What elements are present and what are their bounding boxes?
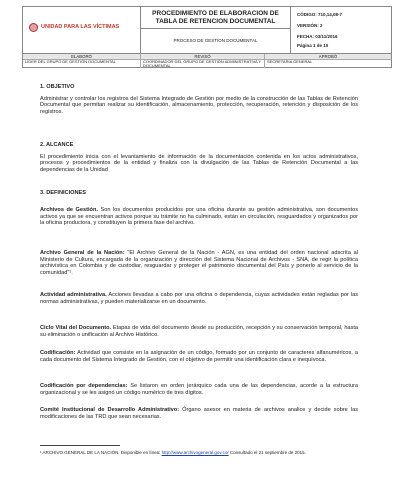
definition-item — [40, 207, 358, 227]
footnote-link[interactable]: http://www.archivogeneral.gov.co/ — [161, 450, 229, 455]
definition-item — [40, 407, 358, 420]
definition-item — [40, 292, 358, 305]
definition-term: Ciclo Vital del Documento. — [40, 325, 112, 331]
document-header — [22, 6, 392, 54]
definition-term: Actividad administrativa. — [40, 292, 107, 298]
logo-emblem-icon — [29, 23, 38, 32]
definition-item — [40, 325, 358, 338]
process-name: PROCESO DE GESTION DOCUMENTAL — [141, 29, 291, 53]
footnote-suffix: Consultado el 21 septiembre de 2015. — [228, 450, 306, 455]
page-number: Página 1 de 10 — [297, 43, 329, 48]
document-meta — [291, 7, 391, 53]
definition-text: Etapas de vida del documento desde su producción, recepción y su conservación temporal, hasta su eliminación o unificación al Archivo Histórico. — [40, 325, 358, 338]
definition-term: Comité Institucional de Desarrollo Administrativo: — [40, 407, 180, 413]
document-date: FECHA: 03/11/2016 — [297, 34, 338, 39]
approvals-table — [22, 54, 392, 68]
definition-item — [40, 350, 358, 363]
definition-text: Actividad que consiste en la asignación de un código, formado por un conjunto de caracteres alfanuméricos, a cada documento del Sistema Integrado de Gestión, con el objetivo de permitir una identificación clara e inequívoca. — [40, 350, 358, 363]
definition-term: Archivo General de la Nación: — [40, 250, 125, 256]
footnote-prefix: ¹ ARCHIVO GENERAL DE LA NACIÓN. Disponible en línea: — [40, 450, 162, 455]
reviso-value: COORDINADOR DEL GRUPO DE GESTIÓN ADMINISTRATIVA Y DOCUMENTAL — [141, 60, 265, 68]
reviso-header: REVISÓ — [141, 54, 265, 60]
logo-cell — [23, 7, 141, 53]
section-title: 3. DEFINICIONES — [40, 190, 87, 196]
definition-term: Codificación por dependencias: — [40, 383, 128, 389]
definition-item — [40, 250, 358, 276]
definition-text: Se listaron en orden jerárquico cada una de las dependencias, acorde a la estructura organizacional y se les asignó un código numérico de tres dígitos. — [40, 383, 358, 396]
footnote — [40, 450, 358, 456]
section-definiciones — [40, 190, 358, 197]
definition-text: Acciones llevadas a cabo por una oficina o dependencia, cuyas actividades están regladas por las normas administrativas, y pueden materializarse en un documento. — [40, 292, 358, 305]
document-version: VERSIÓN: 2 — [297, 23, 323, 28]
footnote-divider — [40, 445, 120, 446]
aprobo-header: APROBÓ — [265, 54, 391, 60]
section-title: 2. ALCANCE — [40, 142, 74, 148]
section-text: Administrar y controlar los registros del Sistema Integrado de Gestión por medio de la construcción de las Tablas de Retención Documental que permitan realizar su identificación, almacenamiento, protección, recuperación, retención y disposición de los registros. — [40, 95, 358, 115]
document-title: PROCEDIMIENTO DE ELABORACION DE TABLA DE RETENCION DOCUMENTAL — [141, 7, 291, 29]
document-code: CÓDIGO: 710,14,08-7 — [297, 12, 343, 17]
unidad-victimas-logo — [29, 21, 135, 33]
definition-item — [40, 383, 358, 396]
definition-term: Codificación: — [40, 350, 76, 356]
definition-text: Órgano asesor en materia de archivos analice y decide sobre las modificaciones de las TRD que sean necesarias. — [40, 407, 358, 420]
definition-text: "El Archivo General de la Nación - AGN, es una entidad del orden nacional adscrita al Ministerio de Cultura, encargada de la organización y dirección del Sistema Nacional de Archivos - SNA, de regir la política archivística en Colombia y de custodiar, resguardar y proteger el patrimonio documental del País y ponerlo al servicio de la comunidad"¹. — [40, 250, 358, 276]
section-title: 1. OBJETIVO — [40, 84, 75, 90]
elaboro-header: ELABORÓ — [23, 54, 141, 60]
definition-term: Archivos de Gestión. — [40, 207, 98, 213]
section-objetivo — [40, 84, 358, 115]
section-text: El procedimiento inicia con el levantamiento de información de la documentación contenida en los actos administrativos, procesos y procedimientos de la entidad y finaliza con la divulgación de las Tablas de Retención Documental a las dependencias de la Unidad — [40, 153, 358, 173]
definition-text: Son los documentos producidos por una oficina durante su gestión administrativa, son documentos activos ya que se encuentran activos porque su trámite no ha culminado, están en circulación, resguardados y organizados por la oficina productora, y constituyen la primera fase del archivo. — [40, 207, 358, 227]
elaboro-value: LÍDER DEL GRUPO DE GESTIÓN DOCUMENTAL — [23, 60, 141, 68]
section-alcance — [40, 142, 358, 173]
aprobo-value: SECRETARIA GENERAL — [267, 59, 313, 64]
logo-text: UNIDAD PARA LAS VÍCTIMAS — [41, 24, 120, 30]
